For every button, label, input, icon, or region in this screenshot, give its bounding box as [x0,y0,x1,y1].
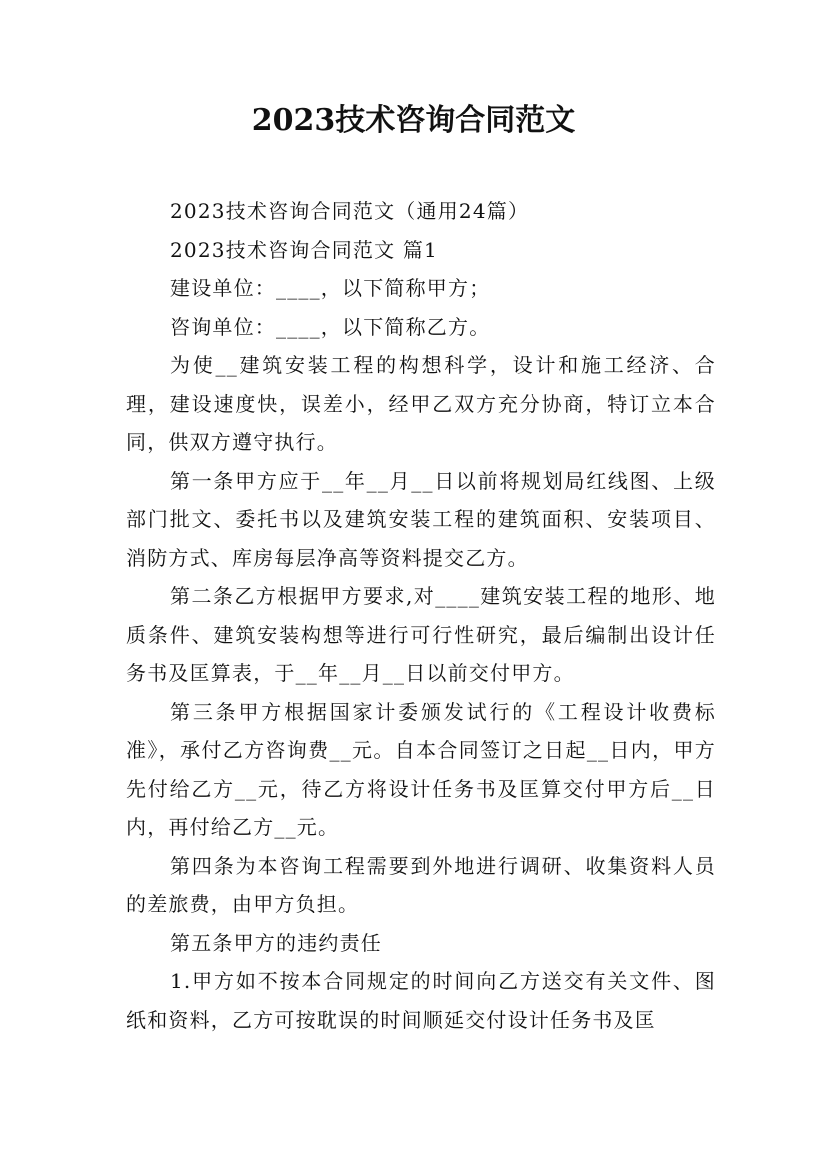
clause-1-paragraph: 1.甲方如不按本合同规定的时间向乙方送交有关文件、图纸和资料，乙方可按耽误的时间顺延交付设计任务书及匡 [126,969,716,1032]
document-title: 2023技术咨询合同范文 [251,103,576,138]
article-2-paragraph: 第二条乙方根据甲方要求,对____建筑安装工程的地形、地质条件、建筑安装构想等进行可行性研究，最后编制出设计任务书及匡算表，于__年__月__日以前交付甲方。 [126,584,716,685]
party-b-line: 咨询单位：____，以下简称乙方。 [170,314,491,339]
section-heading: 2023技术咨询合同范文 篇1 [170,237,438,262]
article-3-paragraph: 第三条甲方根据国家计委颁发试行的《工程设计收费标准》，承付乙方咨询费__元。自本合同签订之日起__日内，甲方先付给乙方__元，待乙方将设计任务书及匡算交付甲方后__日内，再付给乙方__元。 [126,699,716,839]
article-4-paragraph: 第四条为本咨询工程需要到外地进行调研、收集资料人员的差旅费，由甲方负担。 [126,853,716,916]
purpose-paragraph: 为使__建筑安装工程的构想科学，设计和施工经济、合理，建设速度快，误差小，经甲乙双方充分协商，特订立本合同，供双方遵守执行。 [126,353,716,454]
document-body [126,192,716,1039]
article-1-paragraph: 第一条甲方应于__年__月__日以前将规划局红线图、上级部门批文、委托书以及建筑安装工程的建筑面积、安装项目、消防方式、库房每层净高等资料提交乙方。 [126,468,716,570]
article-5-heading: 第五条甲方的违约责任 [170,930,382,955]
doc-subtitle: 2023技术咨询合同范文（通用24篇） [170,199,530,223]
party-a-line: 建设单位：____，以下简称甲方； [170,276,491,300]
